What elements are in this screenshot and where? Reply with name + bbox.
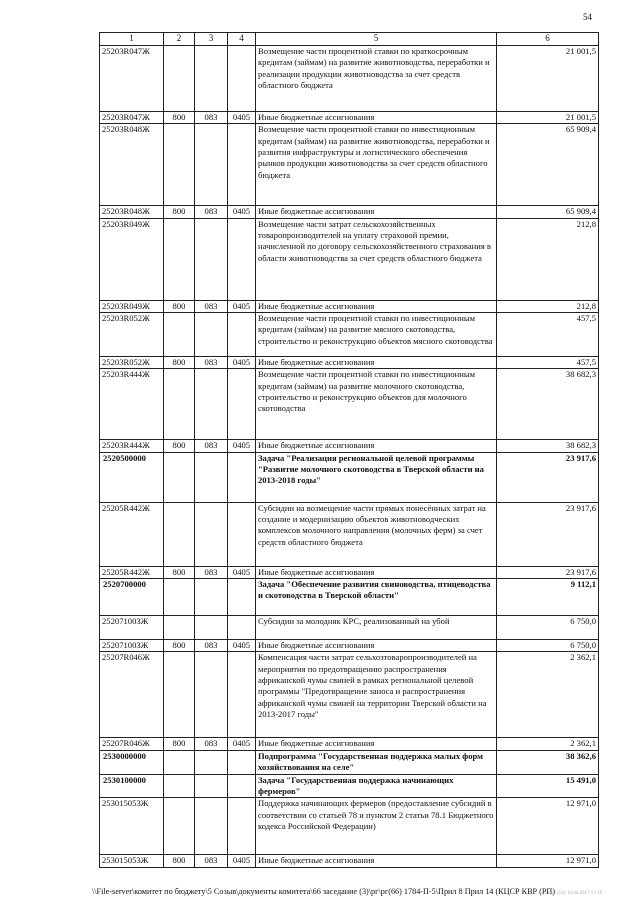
amount-cell: 2 362,1 [497,738,599,750]
expense-type-code-cell [164,124,195,206]
section-code-cell: 0405 [228,356,256,368]
ministry-code-cell [195,312,228,356]
ministry-code-cell [195,452,228,502]
description-cell: Поддержка начинающих фермеров (предоставление субсидий в соответствии со статьей 78 и пунктом 2 статьи 78.1 Бюджетного кодекса Российской Федерации) [256,798,497,855]
expense-type-code-cell [164,615,195,639]
description-cell: Иные бюджетные ассигнования [256,111,497,123]
table-row [100,312,599,356]
description-cell: Иные бюджетные ассигнования [256,440,497,452]
section-code-cell: 0405 [228,111,256,123]
budget-code-cell: 25203R048Ж [100,206,164,218]
amount-cell: 23 917,6 [497,502,599,566]
description-cell: Возмещение части процентной ставки по инвестиционным кредитам (займам) на развитие мясного скотоводства, строительство и реконструкцию объектов мясного скотоводства [256,312,497,356]
expense-type-code-cell [164,750,195,774]
description-cell: Возмещение части процентной ставки по инвестиционным кредитам (займам) на развитие молочного скотоводства, строительство и реконструкцию объектов для молочного скотоводства [256,369,497,440]
ministry-code-cell [195,124,228,206]
expense-type-code-cell [164,502,195,566]
budget-code-cell: 2530100000 [100,774,164,798]
ministry-code-cell [195,218,228,300]
description-cell: Задача "Обеспечение развития свиноводства, птицеводства и скотоводства в Тверской области" [256,578,497,615]
section-code-cell: 0405 [228,855,256,867]
budget-code-cell: 25203R049Ж [100,218,164,300]
budget-code-cell: 25207R046Ж [100,652,164,738]
amount-cell: 2 362,1 [497,652,599,738]
section-code-cell [228,578,256,615]
ministry-code-cell [195,45,228,111]
description-cell: Иные бюджетные ассигнования [256,855,497,867]
ministry-code-cell [195,652,228,738]
table-row [100,111,599,123]
expense-type-code-cell [164,798,195,855]
table-row [100,502,599,566]
expense-type-code-cell: 800 [164,356,195,368]
section-code-cell: 0405 [228,738,256,750]
section-code-cell: 0405 [228,300,256,312]
budget-code-cell: 253015053Ж [100,855,164,867]
description-cell: Задача "Реализация региональной целевой программы "Развитие молочного скотоводства в Тверской области на 2013-2018 годы" [256,452,497,502]
table-row [100,652,599,738]
section-code-cell [228,615,256,639]
description-cell: Иные бюджетные ассигнования [256,206,497,218]
column-number: 3 [195,33,228,46]
table-row [100,750,599,774]
amount-cell: 38 362,6 [497,750,599,774]
expense-type-code-cell [164,452,195,502]
expense-type-code-cell [164,312,195,356]
budget-code-cell: 25203R052Ж [100,356,164,368]
budget-table [99,32,599,868]
section-code-cell [228,750,256,774]
table-row [100,356,599,368]
column-number: 6 [497,33,599,46]
ministry-code-cell [195,798,228,855]
expense-type-code-cell: 800 [164,639,195,651]
table-row [100,578,599,615]
ministry-code-cell [195,615,228,639]
ministry-code-cell: 083 [195,300,228,312]
ministry-code-cell [195,578,228,615]
budget-code-cell: 25203R047Ж [100,111,164,123]
expense-type-code-cell: 800 [164,111,195,123]
expense-type-code-cell: 800 [164,855,195,867]
table-row [100,452,599,502]
section-code-cell: 0405 [228,639,256,651]
expense-type-code-cell: 800 [164,440,195,452]
column-number: 5 [256,33,497,46]
budget-code-cell: 252071003Ж [100,639,164,651]
amount-cell: 212,8 [497,300,599,312]
table-row [100,124,599,206]
ministry-code-cell [195,502,228,566]
expense-type-code-cell [164,774,195,798]
budget-code-cell: 25203R444Ж [100,369,164,440]
amount-cell: 23 917,6 [497,452,599,502]
column-number: 1 [100,33,164,46]
amount-cell: 38 682,3 [497,440,599,452]
amount-cell: 21 001,5 [497,111,599,123]
amount-cell: 212,8 [497,218,599,300]
table-row [100,440,599,452]
section-code-cell: 0405 [228,206,256,218]
amount-cell: 457,5 [497,312,599,356]
table-row [100,369,599,440]
ministry-code-cell: 083 [195,206,228,218]
column-number-row [100,33,599,46]
amount-cell: 23 917,6 [497,566,599,578]
description-cell: Субсидии на возмещение части прямых понесённых затрат на создание и модернизацию объектов животноводческих комплексов молочного направления (молочных ферм) за счет средств областного бюджета [256,502,497,566]
table-row [100,639,599,651]
amount-cell: 21 001,5 [497,45,599,111]
budget-code-cell: 25203R049Ж [100,300,164,312]
budget-code-cell: 25203R047Ж [100,45,164,111]
file-path-footer: \\File-server\комитет по бюджету\5 Созыв\документы комитета\66 заседание (3)\рг\рг(66) 1784-П-5\Прил 8 Прил 14 (КЦСР КВР (РП) [92,887,556,896]
expense-type-code-cell: 800 [164,738,195,750]
table-row [100,206,599,218]
ministry-code-cell: 083 [195,639,228,651]
table-row [100,774,599,798]
section-code-cell [228,502,256,566]
expense-type-code-cell [164,218,195,300]
description-cell: Иные бюджетные ассигнования [256,639,497,651]
section-code-cell [228,45,256,111]
table-row [100,218,599,300]
ministry-code-cell [195,774,228,798]
amount-cell: 9 112,1 [497,578,599,615]
ministry-code-cell: 083 [195,356,228,368]
section-code-cell [228,798,256,855]
budget-code-cell: 25203R444Ж [100,440,164,452]
page-number: 54 [583,12,592,22]
section-code-cell [228,652,256,738]
section-code-cell [228,452,256,502]
description-cell: Иные бюджетные ассигнования [256,356,497,368]
amount-cell: 65 909,4 [497,124,599,206]
description-cell: Возмещение части затрат сельскохозяйственных товаропроизводителей на уплату страховой премии, начисленной по договору сельскохозяйственного страхования в области животноводства за счет средств областного бюджета [256,218,497,300]
ministry-code-cell [195,369,228,440]
table-row [100,738,599,750]
budget-code-cell: 25203R048Ж [100,124,164,206]
description-cell: Субсидии за молодняк КРС, реализованный на убой [256,615,497,639]
description-cell: Задача "Государственная поддержка начинающих фермеров" [256,774,497,798]
expense-type-code-cell: 800 [164,206,195,218]
ministry-code-cell [195,750,228,774]
print-stamp: Page: (54) 10.04.2017 17:18 [545,891,603,896]
amount-cell: 12 971,0 [497,798,599,855]
table-row [100,798,599,855]
section-code-cell [228,312,256,356]
description-cell: Возмещение части процентной ставки по инвестиционным кредитам (займам) на развитие животноводства, переработки и развития инфраструктуры и логистического обеспечения рынков продукции животноводства за счет средств областного бюджета [256,124,497,206]
description-cell: Возмещение части процентной ставки по краткосрочным кредитам (займам) на развитие животноводства, переработки и реализации продукции животноводства за счет средств областного бюджета [256,45,497,111]
expense-type-code-cell [164,652,195,738]
ministry-code-cell: 083 [195,566,228,578]
description-cell: Иные бюджетные ассигнования [256,738,497,750]
budget-code-cell: 25207R046Ж [100,738,164,750]
amount-cell: 15 491,0 [497,774,599,798]
budget-code-cell: 2520700000 [100,578,164,615]
amount-cell: 65 909,4 [497,206,599,218]
budget-code-cell: 25205R442Ж [100,566,164,578]
budget-code-cell: 25205R442Ж [100,502,164,566]
ministry-code-cell: 083 [195,738,228,750]
table-row [100,855,599,867]
table-row [100,566,599,578]
column-number: 2 [164,33,195,46]
ministry-code-cell: 083 [195,440,228,452]
budget-code-cell: 252071003Ж [100,615,164,639]
expense-type-code-cell [164,369,195,440]
table-row [100,45,599,111]
budget-code-cell: 2530000000 [100,750,164,774]
expense-type-code-cell: 800 [164,300,195,312]
amount-cell: 6 750,0 [497,639,599,651]
expense-type-code-cell [164,578,195,615]
description-cell: Компенсация части затрат сельхозтоваропроизводителей на мероприятия по предотвращению распространения африканской чумы свиней в рамках региональной целевой программы "Предотвращение заноса и распространения африканской чумы свиней на территории Тверской области на 2013-2017 годы" [256,652,497,738]
expense-type-code-cell: 800 [164,566,195,578]
section-code-cell [228,124,256,206]
table-row [100,615,599,639]
budget-code-cell: 253015053Ж [100,798,164,855]
section-code-cell [228,218,256,300]
section-code-cell [228,774,256,798]
budget-code-cell: 2520500000 [100,452,164,502]
column-number: 4 [228,33,256,46]
description-cell: Иные бюджетные ассигнования [256,300,497,312]
ministry-code-cell: 083 [195,111,228,123]
amount-cell: 6 750,0 [497,615,599,639]
description-cell: Подпрограмма "Государственная поддержка малых форм хозяйствования на селе" [256,750,497,774]
amount-cell: 457,5 [497,356,599,368]
amount-cell: 38 682,3 [497,369,599,440]
ministry-code-cell: 083 [195,855,228,867]
section-code-cell: 0405 [228,566,256,578]
budget-code-cell: 25203R052Ж [100,312,164,356]
section-code-cell [228,369,256,440]
section-code-cell: 0405 [228,440,256,452]
table-row [100,300,599,312]
expense-type-code-cell [164,45,195,111]
amount-cell: 12 971,0 [497,855,599,867]
description-cell: Иные бюджетные ассигнования [256,566,497,578]
